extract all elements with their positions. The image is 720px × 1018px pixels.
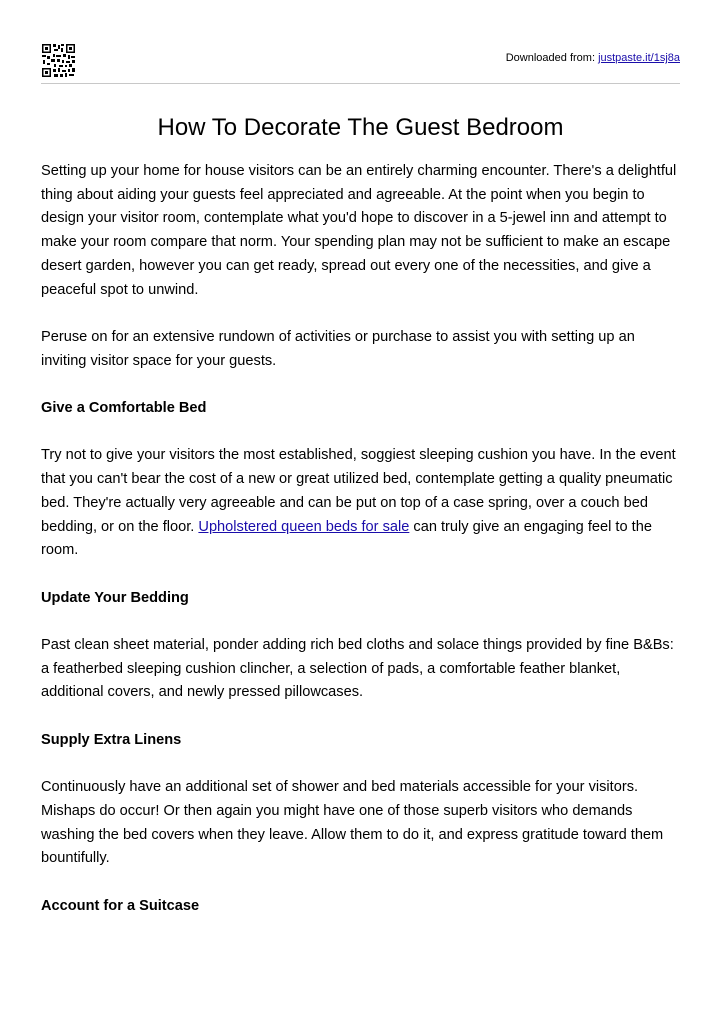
page-header (41, 43, 680, 84)
section-paragraph-comfortable-bed (41, 444, 680, 563)
section-heading-update-bedding: Update Your Bedding (41, 589, 189, 606)
download-link[interactable]: justpaste.it/1sj8a (598, 52, 680, 64)
download-source (506, 52, 680, 64)
paragraph-text: Try not to give your visitors the most established, soggiest sleeping cushion you have. In the event that you can't bear the cost of a new or great utilized bed, contemplate getting a quality pneumatic bed. They're actually very agreeable and can be put on top of a case spring, over a couch bed bedding, or on the floor. (41, 447, 676, 535)
upholstered-beds-link[interactable]: Upholstered queen beds for sale (198, 518, 410, 535)
download-prefix: Downloaded from: (505, 52, 599, 64)
intro-paragraph-2: Peruse on for an extensive rundown of activities or purchase to assist you with setting up an inviting visitor space for your guests. (41, 328, 635, 369)
section-paragraph-update-bedding: Past clean sheet material, ponder adding rich bed cloths and solace things provided by fine B&Bs: a featherbed sleeping cushion clincher, a selection of pads, a comfortable feather blanket, additional covers, and newly pressed pillowcases. (41, 636, 674, 701)
intro-paragraph-1: Setting up your home for house visitors can be an entirely charming encounter. There's a delightful thing about aiding your guests feel appreciated and agreeable. At the point when you begin to design your visitor room, contemplate what you'd hope to discover in a 5-jewel inn and attempt to make your room compare that norm. Your spending plan may not be sufficient to make an escape desert garden, however you can get ready, spread out every one of the necessities, and give a peaceful spot to unwind. (41, 163, 677, 298)
article-body (41, 160, 680, 942)
paragraph-text: can truly give an engaging feel to the room. (41, 518, 652, 559)
section-heading-comfortable-bed: Give a Comfortable Bed (41, 400, 207, 416)
qr-code-icon (41, 43, 76, 78)
section-heading-suitcase: Account for a Suitcase (41, 897, 200, 914)
page-title: How To Decorate The Guest Bedroom (157, 114, 564, 141)
section-heading-extra-linens: Supply Extra Linens (41, 731, 182, 748)
section-paragraph-extra-linens: Continuously have an additional set of shower and bed materials accessible for your visitors. Mishaps do occur! Or then again you might have one of those superb visitors who demands washing the bed covers when they leave. Allow them to do it, and express gratitude toward them bountifully. (41, 779, 664, 867)
